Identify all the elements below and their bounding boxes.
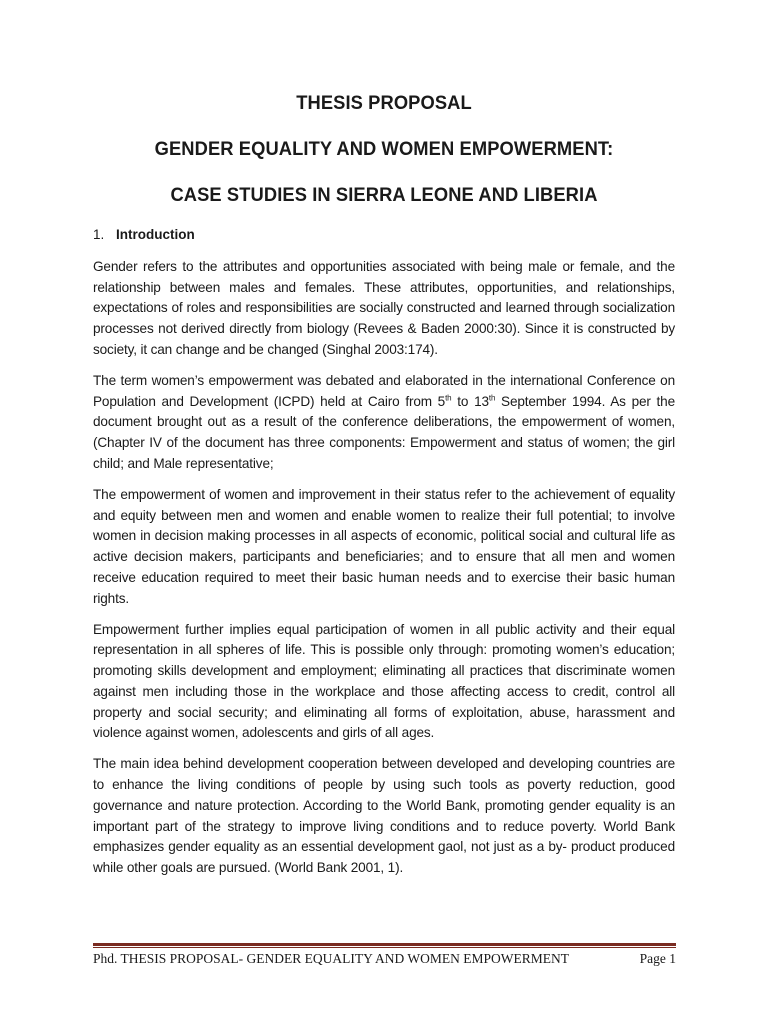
paragraph-text: to 13 (451, 393, 489, 409)
page-number: Page 1 (639, 951, 676, 966)
paragraph-empowerment-status: The empowerment of women and improvement in their status refer to the achievement of equality and equity between men and women and enable women to realize their full potential; to involve women in decision making processes in all aspects of economic, political social and cultural life as active decision makers, participants and beneficiaries; and to ensure that all men and women receive education required to meet their basic human needs and to exercise their basic human rights. (93, 487, 675, 606)
paragraph-equal-participation: Empowerment further implies equal participation of women in all public activity and their equal representation in all spheres of life. This is possible only through: promoting women’s education; promoting skills development and employment; eliminating all practices that discriminate women against men including those in the workplace and those affecting access to credit, control all property and social security; and eliminating all forms of exploitation, abuse, harassment and violence against women, adolescents and girls of all ages. (93, 621, 675, 741)
superscript: th (445, 393, 452, 403)
document-subtitle: GENDER EQUALITY AND WOMEN EMPOWERMENT: (154, 138, 614, 160)
section-number: 1. (93, 227, 105, 242)
paragraph-gender-definition: Gender refers to the attributes and opportunities associated with being male or female, and the relationship between males and females. These attributes, opportunities, and relationships, expectations of roles and responsibilities are socially constructed and learned through socialization processes not derived directly from biology (Revees & Baden 2000:30). Since it is constructed by society, it can change and be changed (Singhal 2003:174). (93, 259, 675, 357)
document-case-studies-title: CASE STUDIES IN SIERRA LEONE AND LIBERIA (170, 184, 598, 206)
document-body (93, 257, 675, 889)
paragraph-text: The term women’s empowerment was debated and elaborated in the international Conference on Population and Development (ICPD) held at Cairo from 5 (93, 373, 675, 409)
document-title: THESIS PROPOSAL (296, 92, 472, 114)
paragraph-icpd-conference (93, 371, 675, 475)
footer-title: Phd. THESIS PROPOSAL- GENDER EQUALITY AND WOMEN EMPOWERMENT (93, 951, 570, 966)
section-title: Introduction (116, 227, 195, 242)
paragraph-development-cooperation: The main idea behind development cooperation between developed and developing countries are to enhance the living conditions of people by using such tools as poverty reduction, good governance and nature protection. According to the World Bank, promoting gender equality is an important part of the strategy to improve living conditions and to reduce poverty. World Bank emphasizes gender equality as an essential development gaol, not just as a by- product produced while other goals are pursued. (World Bank 2001, 1). (93, 756, 675, 875)
superscript: th (488, 393, 496, 403)
section-heading (93, 225, 195, 245)
paragraph-text: September 1994. As per the document brought out as a result of the conference deliberations, the empowerment of women, (Chapter IV of the document has three components: Empowerment and status of women; the girl child; and Male representative; (93, 393, 675, 471)
footer-divider-thick (93, 943, 676, 946)
footer-divider-thin (93, 947, 676, 948)
title-block (0, 88, 768, 210)
